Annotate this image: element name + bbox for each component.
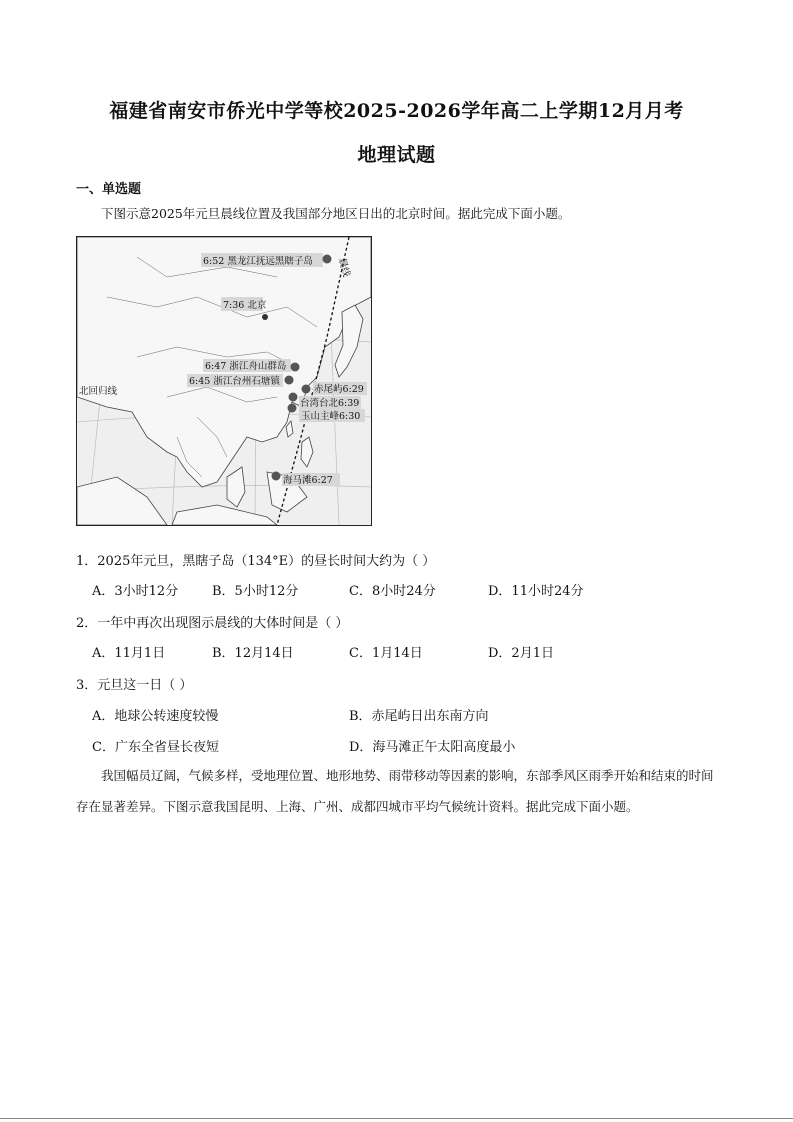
marker-chiwei <box>302 385 311 394</box>
terminator-label: 晨线 <box>336 256 352 279</box>
marker-yushan <box>288 404 297 413</box>
q2-option-c: C．1月14日 <box>349 646 423 661</box>
paper-title: 福建省南安市侨光中学等校2025-2026学年高二上学期12月月考 <box>109 100 684 122</box>
tropic-label: 北回归线 <box>79 386 118 397</box>
marker-heixiazi <box>323 255 332 264</box>
question-3-stem: 3．元旦这一日（ ） <box>76 678 193 693</box>
marker-shitang <box>285 376 294 385</box>
q3-option-b: B．赤尾屿日出东南方向 <box>349 709 489 724</box>
q2-option-b: B．12月14日 <box>212 646 294 661</box>
marker-beijing <box>262 314 268 320</box>
question-2-stem: 2．一年中再次出现图示晨线的大体时间是（ ） <box>76 616 349 631</box>
intro-paragraph-2: 我国幅员辽阔，气候多样，受地理位置、地形地势、雨带移动等因素的影响，东部季风区雨季开始和结束的时间存在显著差异。下图示意我国昆明、上海、广州、成都四城市平均气候统计资料。据此完成下面小题。 <box>76 768 714 814</box>
label-yushan: 玉山主峰6:30 <box>301 411 361 422</box>
label-taipei: 台湾台北6:39 <box>300 398 360 409</box>
q2-option-d: D．2月1日 <box>488 646 554 661</box>
label-heixiazi: 6:52 黑龙江抚远黑瞎子岛 <box>203 256 313 267</box>
intro-paragraph-1: 下图示意2025年元旦晨线位置及我国部分地区日出的北京时间。据此完成下面小题。 <box>101 206 571 221</box>
page-bottom-rule <box>0 1118 793 1119</box>
label-haima: 海马滩6:27 <box>283 475 333 486</box>
label-shitang: 6:45 浙江台州石塘镇 <box>189 376 280 387</box>
q1-option-b: B．5小时12分 <box>212 584 299 599</box>
q1-option-d: D．11小时24分 <box>488 584 584 599</box>
q3-option-d: D．海马滩正午太阳高度最小 <box>349 740 516 755</box>
paper-subtitle: 地理试题 <box>357 144 436 166</box>
section-heading: 一、单选题 <box>76 182 142 197</box>
marker-zhoushan <box>291 363 300 372</box>
q1-option-a: A．3小时12分 <box>92 584 179 599</box>
label-beijing: 7:36 北京 <box>223 300 267 311</box>
terminator-map <box>76 236 372 526</box>
q2-option-a: A．11月1日 <box>92 646 166 661</box>
question-1-stem: 1．2025年元旦，黑瞎子岛（134°E）的昼长时间大约为（ ） <box>76 554 436 569</box>
q3-option-a: A．地球公转速度较慢 <box>92 709 219 724</box>
q3-option-c: C．广东全省昼长夜短 <box>92 740 219 755</box>
marker-taipei <box>289 393 298 402</box>
q1-option-c: C．8小时24分 <box>349 584 436 599</box>
marker-haima <box>272 472 281 481</box>
label-chiwei: 赤尾屿6:29 <box>314 384 364 395</box>
label-zhoushan: 6:47 浙江舟山群岛 <box>205 361 287 372</box>
